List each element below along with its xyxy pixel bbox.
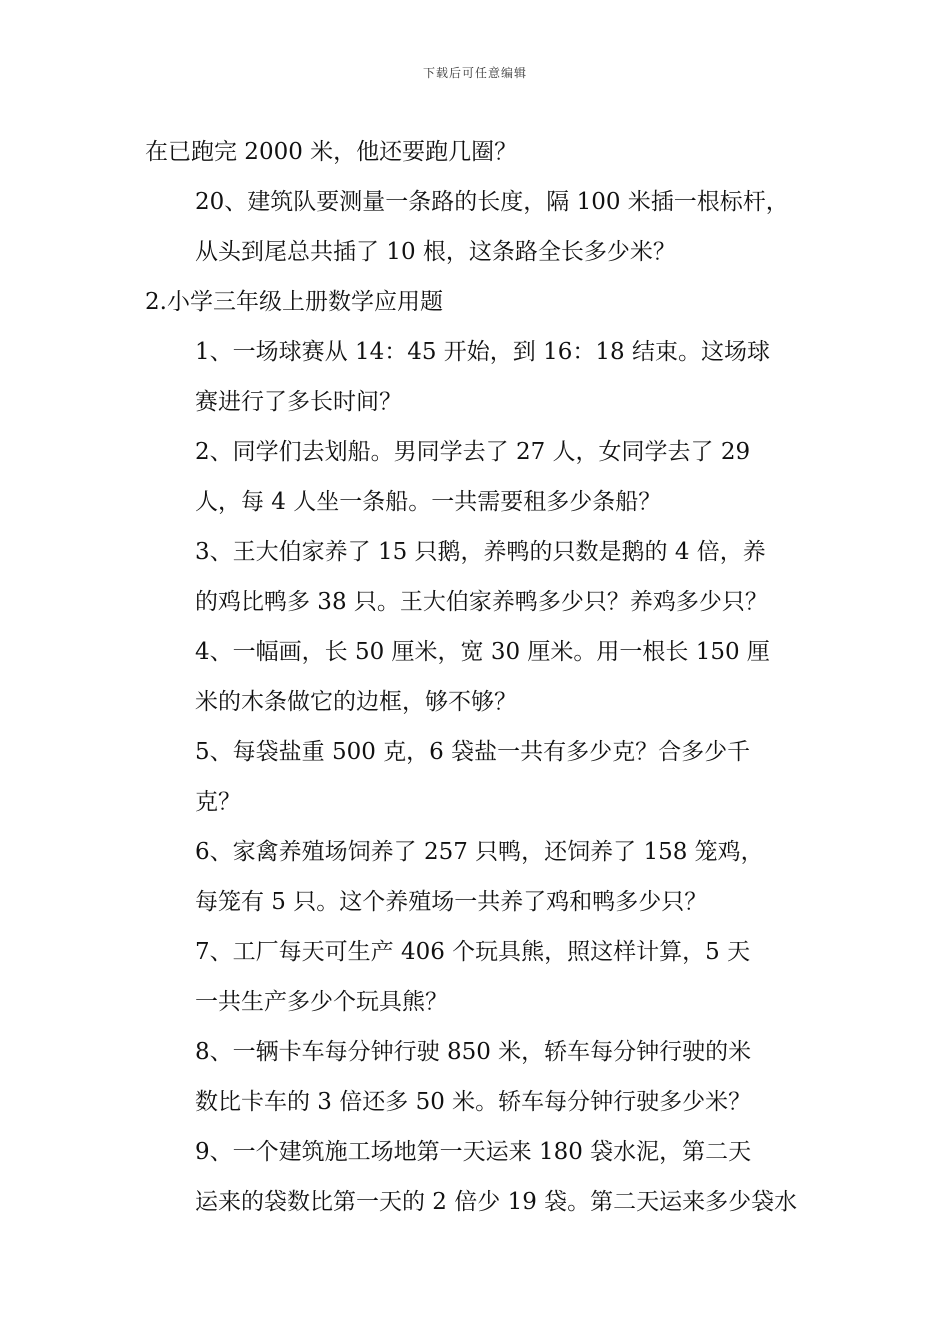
text-line: 8、一辆卡车每分钟行驶 850 米，轿车每分钟行驶的米 xyxy=(195,1039,752,1065)
page-header: 下载后可任意编辑 xyxy=(422,66,527,80)
problem-9 xyxy=(145,1127,810,1227)
problem-8 xyxy=(145,1027,810,1127)
text-line: 克？ xyxy=(195,789,241,815)
text-line: 2、同学们去划船。男同学去了 27 人，女同学去了 29 xyxy=(195,439,751,465)
section-title: 2.小学三年级上册数学应用题 xyxy=(145,289,443,315)
text-line: 9、一个建筑施工场地第一天运来 180 袋水泥，第二天 xyxy=(195,1139,752,1165)
problem-7 xyxy=(145,927,810,1027)
text-line: 7、工厂每天可生产 406 个玩具熊，照这样计算，5 天 xyxy=(195,939,751,965)
text-line: 米的木条做它的边框，够不够？ xyxy=(195,689,517,715)
text-line: 人，每 4 人坐一条船。一共需要租多少条船？ xyxy=(195,489,662,515)
problem-20 xyxy=(145,177,810,277)
text-line: 每笼有 5 只。这个养殖场一共养了鸡和鸭多少只？ xyxy=(195,889,708,915)
section-heading xyxy=(145,277,810,327)
document-body xyxy=(145,127,810,1227)
text-line: 1、一场球赛从 14：45 开始，到 16：18 结束。这场球 xyxy=(195,339,770,365)
text-line: 4、一幅画，长 50 厘米，宽 30 厘米。用一根长 150 厘 xyxy=(195,639,770,665)
text-line: 一共生产多少个玩具熊？ xyxy=(195,989,448,1015)
problem-1 xyxy=(145,327,810,427)
problem-2 xyxy=(145,427,810,527)
text-line: 20、建筑队要测量一条路的长度，隔 100 米插一根标杆， xyxy=(195,189,789,215)
text-line: 在已跑完 2000 米，他还要跑几圈？ xyxy=(145,139,518,165)
text-line: 5、每袋盐重 500 克，6 袋盐一共有多少克？合多少千 xyxy=(195,739,751,765)
text-line: 数比卡车的 3 倍还多 50 米。轿车每分钟行驶多少米？ xyxy=(195,1089,752,1115)
text-line: 赛进行了多长时间？ xyxy=(195,389,402,415)
text-line: 从头到尾总共插了 10 根，这条路全长多少米？ xyxy=(195,239,676,265)
problem-3 xyxy=(145,527,810,627)
text-line: 3、王大伯家养了 15 只鹅，养鸭的只数是鹅的 4 倍，养 xyxy=(195,539,766,565)
text-line: 的鸡比鸭多 38 只。王大伯家养鸭多少只？养鸡多少只？ xyxy=(195,589,768,615)
problem-6 xyxy=(145,827,810,927)
text-line: 运来的袋数比第一天的 2 倍少 19 袋。第二天运来多少袋水 xyxy=(195,1189,798,1215)
problem-5 xyxy=(145,727,810,827)
paragraph-continuation xyxy=(145,127,810,177)
text-line: 6、家禽养殖场饲养了 257 只鸭，还饲养了 158 笼鸡， xyxy=(195,839,764,865)
problem-4 xyxy=(145,627,810,727)
